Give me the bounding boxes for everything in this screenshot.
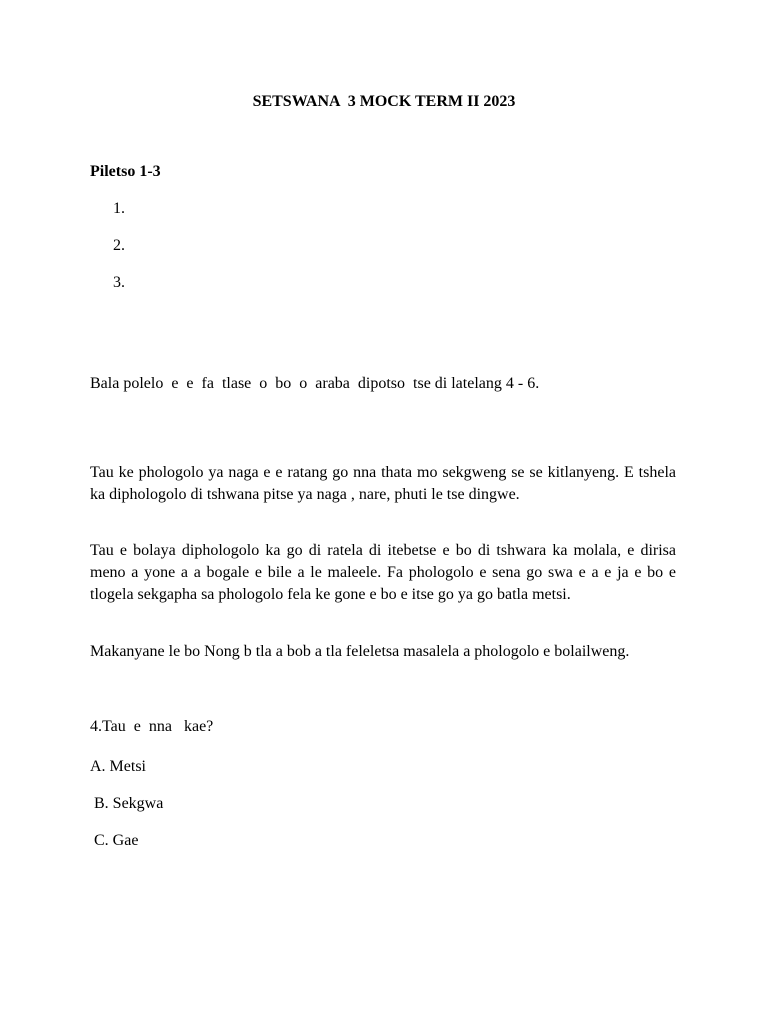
question-text: 4.Tau e nna kae? [90, 718, 214, 735]
answer-options [90, 756, 163, 867]
list-item: 3. [113, 274, 125, 291]
passage-paragraph: Tau e bolaya diphologolo ka go di ratela di itebetse e bo di tshwara ka molala, e dirisa meno a yone a a bogale e bile a le maleele. Fa phologolo e sena go swa e a e ja e bo e tlogela sekgapha sa phologolo fela ke gone e bo e itse go ya go batla metsi. [90, 542, 676, 603]
reading-instruction: Bala polelo e e fa tlase o bo o araba dipotso tse di latelang 4 - 6. [90, 375, 540, 392]
answer-option: B. Sekgwa [90, 795, 164, 812]
passage-paragraph: Makanyane le bo Nong b tla a bob a tla feleletsa masalela a phologolo e bolailweng. [90, 643, 630, 660]
section-heading: Piletso 1-3 [90, 163, 161, 180]
list-item: 1. [113, 200, 125, 217]
answer-option: C. Gae [90, 832, 139, 849]
numbered-list [113, 198, 125, 309]
answer-option: A. Metsi [90, 758, 146, 775]
document-title: SETSWANA 3 MOCK TERM II 2023 [252, 93, 516, 110]
passage-paragraph: Tau ke phologolo ya naga e e ratang go nna thata mo sekgweng se se kitlanyeng. E tshela ka diphologolo di tshwana pitse ya naga , nare, phuti le tse dingwe. [90, 464, 676, 503]
list-item: 2. [113, 237, 125, 254]
